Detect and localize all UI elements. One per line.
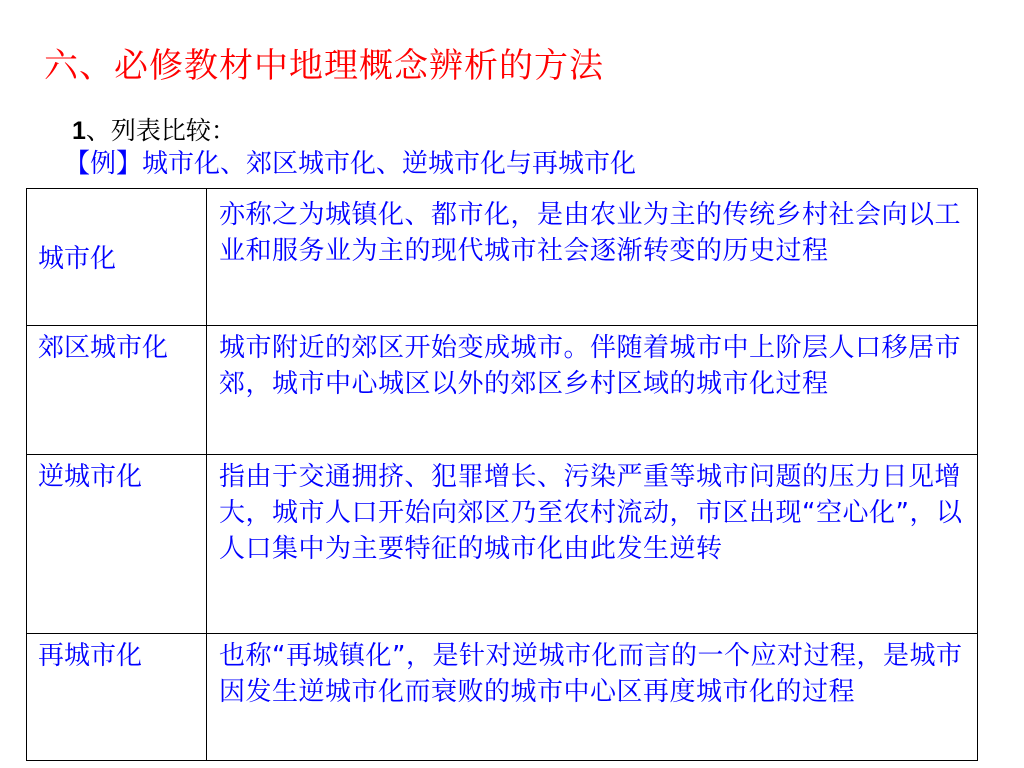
definition-cell: 也称“再城镇化”，是针对逆城市化而言的一个应对过程，是城市因发生逆城市化而衰败的城市中心区再度城市化的过程 — [207, 634, 978, 761]
term-cell: 再城市化 — [27, 634, 207, 761]
table-row — [27, 634, 978, 761]
table-row — [27, 455, 978, 634]
term-cell: 郊区城市化 — [27, 326, 207, 455]
subheading-text: 、列表比较： — [85, 116, 236, 145]
term-cell: 逆城市化 — [27, 455, 207, 634]
example-line: 【例】城市化、郊区城市化、逆城市化与再城市化 — [64, 149, 637, 179]
table-row — [27, 189, 978, 326]
subheading — [72, 114, 236, 148]
definition-cell: 指由于交通拥挤、犯罪增长、污染严重等城市问题的压力日见增大，城市人口开始向郊区乃至农村流动，市区出现“空心化”，以人口集中为主要特征的城市化由此发生逆转 — [207, 455, 978, 634]
concept-comparison-table — [26, 188, 978, 761]
subheading-number: 1 — [72, 117, 86, 145]
table-row — [27, 326, 978, 455]
definition-cell: 亦称之为城镇化、都市化，是由农业为主的传统乡村社会向以工业和服务业为主的现代城市社会逐渐转变的历史过程 — [207, 189, 978, 326]
term-cell: 城市化 — [27, 189, 207, 326]
definition-cell: 城市附近的郊区开始变成城市。伴随着城市中上阶层人口移居市郊，城市中心城区以外的郊区乡村区域的城市化过程 — [207, 326, 978, 455]
slide-title: 六、必修教材中地理概念辨析的方法 — [44, 46, 604, 86]
